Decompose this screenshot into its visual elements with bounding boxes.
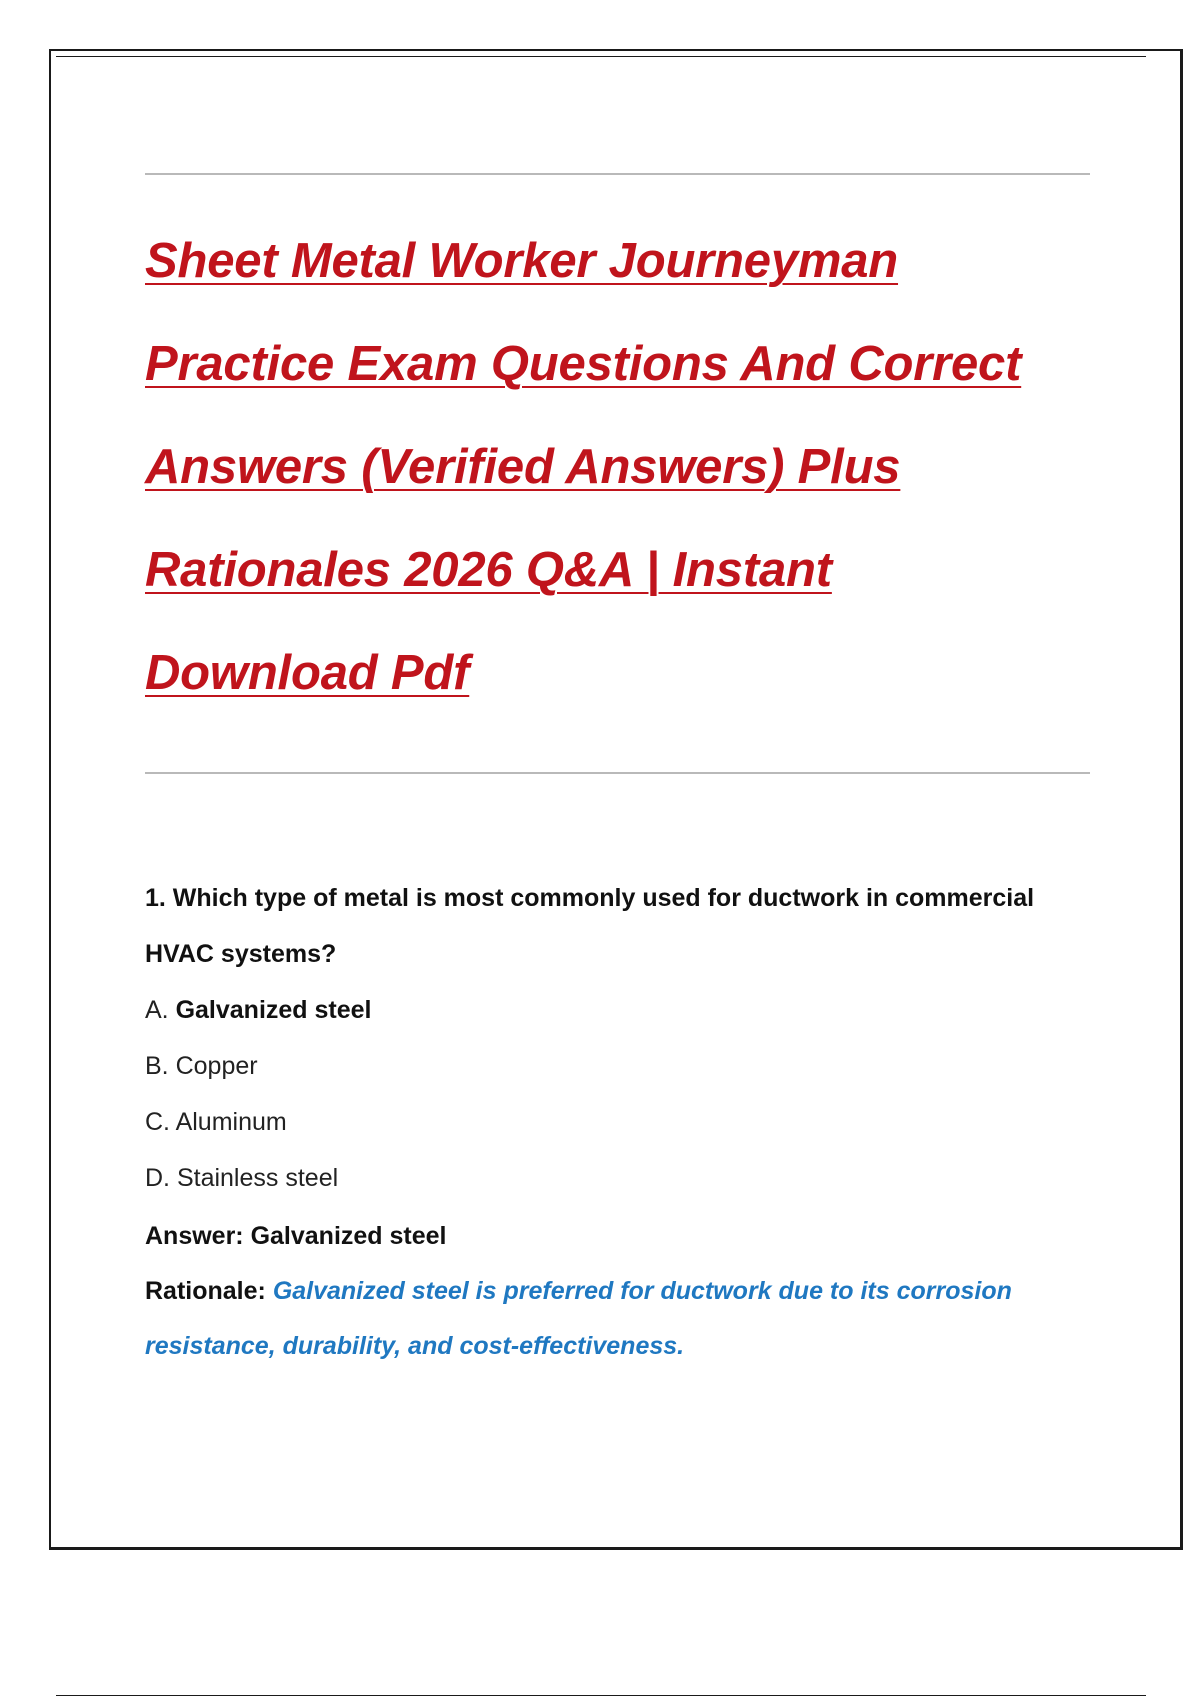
option-text: Copper xyxy=(175,1052,258,1080)
question-stem: HVAC systems? xyxy=(145,940,337,968)
rationale-label: Rationale: xyxy=(145,1277,266,1305)
option-text: Aluminum xyxy=(175,1108,287,1136)
rationale-text: resistance, durability, and cost-effectiveness. xyxy=(145,1332,685,1360)
option-letter: C. xyxy=(145,1108,170,1136)
rationale-text: Galvanized steel is preferred for ductwork due to its corrosion xyxy=(272,1277,1012,1305)
document-title xyxy=(145,210,1095,725)
rationale-line xyxy=(145,1264,1105,1319)
option-letter: D. xyxy=(145,1164,170,1192)
option-d xyxy=(145,1150,1105,1206)
rationale-line xyxy=(145,1319,1105,1374)
title-line: Practice Exam Questions And Correct xyxy=(145,337,1022,391)
question-stem: 1. Which type of metal is most commonly used for ductwork in commercial xyxy=(145,884,1035,912)
option-b xyxy=(145,1038,1105,1094)
title-top-divider xyxy=(145,173,1090,175)
option-a xyxy=(145,982,1105,1038)
title-line: Sheet Metal Worker Journeyman xyxy=(145,234,899,288)
answer-line: Answer: Galvanized steel xyxy=(145,1222,447,1250)
title-line: Rationales 2026 Q&A | Instant xyxy=(145,543,832,597)
option-c xyxy=(145,1094,1105,1150)
question-block xyxy=(145,870,1105,1374)
title-bottom-divider xyxy=(145,772,1090,774)
option-text: Stainless steel xyxy=(176,1164,339,1192)
title-line: Download Pdf xyxy=(145,646,470,700)
option-text: Galvanized steel xyxy=(175,996,372,1024)
option-letter: B. xyxy=(145,1052,169,1080)
title-line: Answers (Verified Answers) Plus xyxy=(145,440,901,494)
top-border-rule xyxy=(56,56,1146,57)
option-letter: A. xyxy=(145,996,169,1024)
next-page-top-rule xyxy=(56,1695,1146,1696)
